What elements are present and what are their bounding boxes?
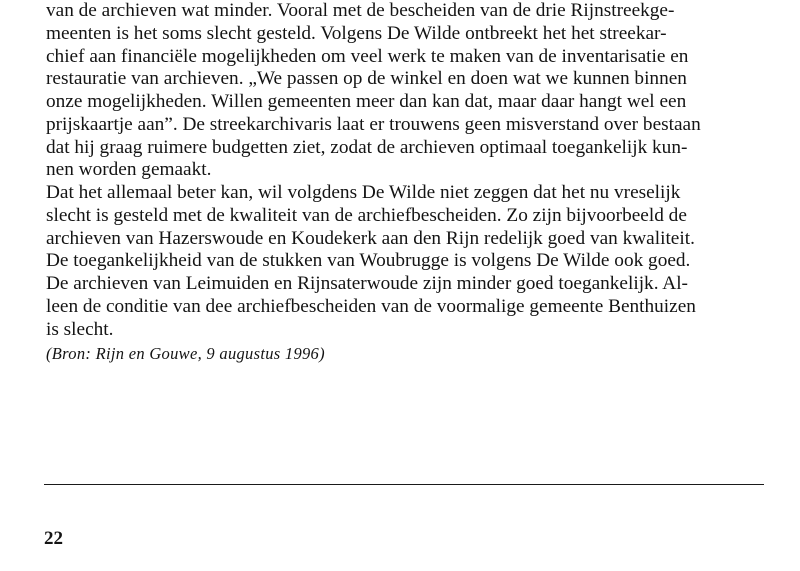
page-number: 22 (44, 528, 63, 549)
text-line: is slecht. (46, 318, 114, 340)
text-line: van de archieven wat minder. Vooral met de bescheiden van de drie Rijnstreekge- (46, 0, 675, 21)
text-line: prijskaartje aan”. De streekarchivaris laat er trouwens geen misverstand over bestaan (46, 113, 701, 135)
text-line: De archieven van Leimuiden en Rijnsaterwoude zijn minder goed toegankelijk. Al- (46, 273, 688, 294)
text-line: nen worden gemaakt. (46, 159, 212, 181)
text-line: meenten is het soms slecht gesteld. Volgens De Wilde ontbreekt het het streekar- (46, 22, 667, 44)
article-body (46, 0, 776, 367)
text-line: archieven van Hazerswoude en Koudekerk aan den Rijn redelijk goed van kwaliteit. (46, 227, 695, 249)
text-line: chief aan financiële mogelijkheden om veel werk te maken van de inventarisatie en (46, 45, 689, 67)
text-line: slecht is gesteld met de kwaliteit van de archiefbescheiden. Zo zijn bijvoorbeeld de (46, 204, 687, 226)
footer-divider (44, 484, 764, 485)
text-line: Dat het allemaal beter kan, wil volgdens De Wilde niet zeggen dat het nu vreselijk (46, 182, 681, 203)
text-line: onze mogelijkheden. Willen gemeenten meer dan kan dat, maar daar hangt wel een (46, 91, 687, 112)
text-line: restauratie van archieven. „We passen op de winkel en doen wat we kunnen binnen (46, 68, 687, 90)
text-line: dat hij graag ruimere budgetten ziet, zodat de archieven optimaal toegankelijk kun- (46, 136, 688, 158)
text-line: leen de conditie van dee archiefbescheiden van de voormalige gemeente Benthuizen (46, 295, 696, 317)
text-line: De toegankelijkheid van de stukken van Woubrugge is volgens De Wilde ook goed. (46, 250, 691, 272)
source-citation: (Bron: Rijn en Gouwe, 9 augustus 1996) (46, 344, 325, 364)
